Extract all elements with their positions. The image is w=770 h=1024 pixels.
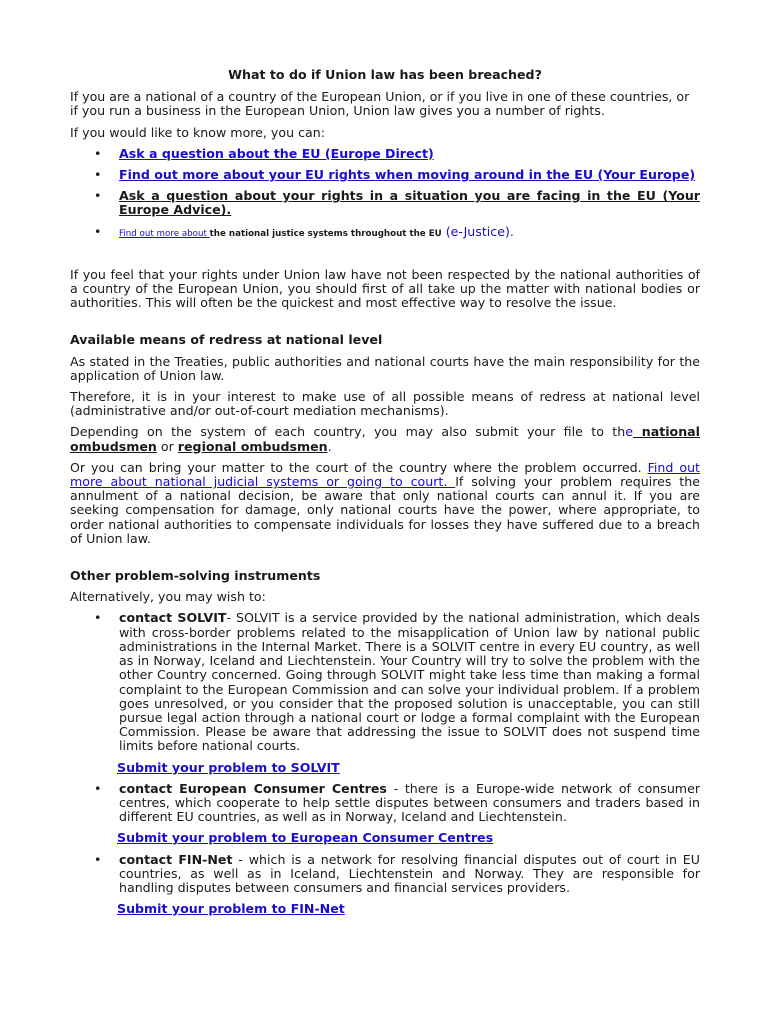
bullet-icon: • <box>94 145 102 161</box>
ombudsmen-paragraph: Depending on the system of each country, you may also submit your file to the national ombudsmen or regional ombudsmen. <box>70 424 700 454</box>
judicial-systems-link[interactable]: Find out more about national judicial systems or going to court. <box>70 459 700 490</box>
bullet-icon: • <box>94 167 102 183</box>
instruments-list <box>70 782 700 825</box>
ecc-description: - there is a Europe-wide network of consumer centres, which cooperate to help settle disputes between consumers and traders based in different EU countries, as well as in Norway, Iceland and Liechtenstein. <box>119 780 701 825</box>
bullet-icon: • <box>94 851 102 867</box>
bullet-icon: • <box>94 780 102 796</box>
your-europe-link[interactable]: Find out more about your EU rights when moving around in the EU (Your Europe) <box>119 167 696 183</box>
list-item <box>70 147 700 161</box>
other-instruments-heading: Other problem-solving instruments <box>70 568 321 584</box>
spacer <box>70 248 700 268</box>
national-redress-heading: Available means of redress at national level <box>70 332 383 348</box>
solvit-label: contact SOLVIT <box>119 610 227 626</box>
ecc-label: contact European Consumer Centres <box>119 780 387 796</box>
submit-solvit-link[interactable]: Submit your problem to SOLVIT <box>117 759 340 775</box>
means-of-redress-paragraph: Therefore, it is in your interest to make use of all possible means of redress at national level (administrative and/or out-of-court mediation mechanisms). <box>70 389 700 419</box>
submit-fin-net-link[interactable]: Submit your problem to FIN-Net <box>117 901 345 917</box>
know-more-text: If you would like to know more, you can: <box>70 124 325 140</box>
submit-ecc-link[interactable]: Submit your problem to European Consumer Centres <box>117 830 494 846</box>
spacer <box>70 553 700 569</box>
list-item <box>70 189 700 217</box>
ombudsmen-e-link[interactable]: e <box>625 424 633 440</box>
instruments-list <box>70 611 700 753</box>
bullet-icon: • <box>94 188 102 204</box>
ejustice-link[interactable]: (e-Justice). <box>441 223 514 239</box>
instruments-list <box>70 853 700 896</box>
list-item <box>70 225 700 241</box>
page-title: What to do if Union law has been breached? <box>228 67 542 82</box>
ombudsmen-or-text: or <box>156 438 178 454</box>
list-item <box>70 611 700 753</box>
bullet-icon: • <box>94 610 102 626</box>
spacer <box>70 317 700 333</box>
document-page <box>70 68 700 923</box>
intro-paragraph: If you are a national of a country of the European Union, or if you live in one of these countries, or if you run a business in the European Union, Union law gives you a number of rights. <box>70 89 690 119</box>
rights-paragraph: If you feel that your rights under Union law have not been respected by the national authorities of a country of the European Union, you should first of all take up the matter with national bodies or authorities. This will often be the quickest and most effective way to resolve the issue. <box>70 266 700 311</box>
national-ombudsmen-link[interactable]: national ombudsmen <box>70 424 700 454</box>
ejustice-link-prefix[interactable]: Find out more about <box>119 228 210 239</box>
alternatively-text: Alternatively, you may wish to: <box>70 589 266 605</box>
list-item <box>70 853 700 896</box>
bullet-icon: • <box>94 223 102 239</box>
regional-ombudsmen-link[interactable]: regional ombudsmen <box>177 438 328 454</box>
solvit-description: - SOLVIT is a service provided by the national administration, which deals with cross-border problems related to the misapplication of Union law by national public administrations in the Internal Market. There is a SOLVIT centre in every EU country, as well as in Norway, Iceland and Liechtenstein. Your Country will try to solve the problem with the other Country concerned. Going through SOLVIT might take less time than making a formal complaint to the European Commission and can solve your individual problem. If a problem goes unresolved, or you consider that the proposed solution is unacceptable, you can still pursue legal action through a national court or lodge a formal complaint with the European Commission. Please be aware that addressing the issue to SOLVIT does not suspend time limits before national courts. <box>119 610 700 754</box>
europe-direct-link[interactable]: Ask a question about the EU (Europe Direct) <box>119 145 434 161</box>
fin-net-label: contact FIN-Net <box>119 851 233 867</box>
ombudsmen-period: . <box>327 438 332 454</box>
ejustice-link-bold[interactable]: the national justice systems throughout the EU <box>209 228 442 239</box>
fin-net-description: - which is a network for resolving financial disputes out of court in EU countries, as well as in Iceland, Liechtenstein and Norway. They are responsible for handling disputes between consumers and financial services providers. <box>119 851 700 895</box>
your-europe-advice-link[interactable]: Ask a question about your rights in a situation you are facing in the EU (Your Europe Advice). <box>119 188 700 218</box>
treaties-paragraph: As stated in the Treaties, public authorities and national courts have the main responsibility for the application of Union law. <box>70 353 700 383</box>
info-links-list <box>70 147 700 241</box>
list-item <box>70 782 700 825</box>
courts-paragraph: Or you can bring your matter to the court of the country where the problem occurred. Find out more about national judicial systems or going to court. If solving your problem requires the annulment of a national decision, be aware that only national courts can annul it. If you are seeking compensation for damage, only national courts have the power, where appropriate, to order national authorities to compensate individuals for losses they have suffered due to a breach of Union law. <box>70 459 700 546</box>
list-item <box>70 168 700 182</box>
